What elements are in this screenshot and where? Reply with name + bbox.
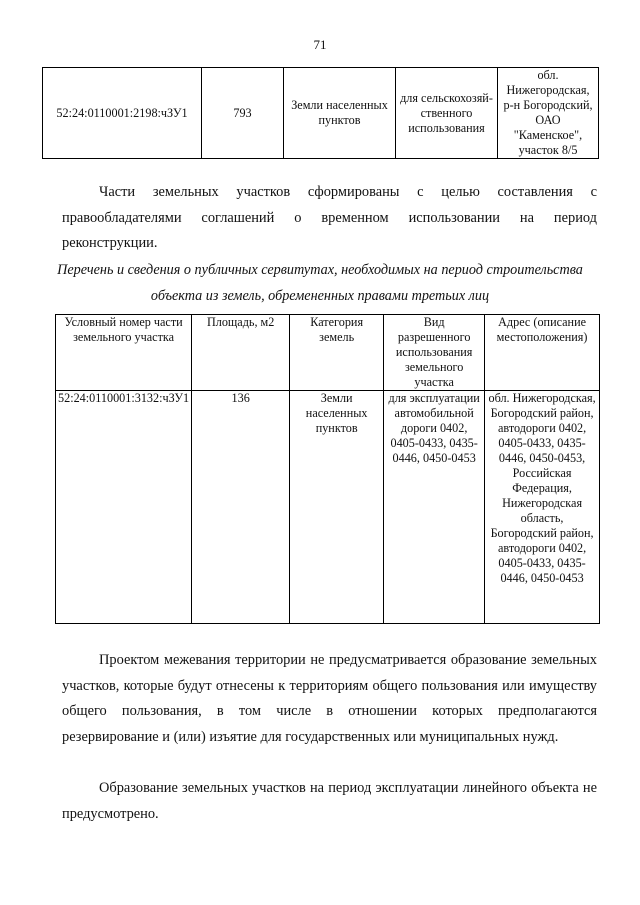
paragraph-purpose: Части земельных участков сформированы с целью составления с правообладателями соглашений о временном использовании на период реконструкции. <box>62 184 597 252</box>
cell-permitted-use: для эксплуатации автомобильной дороги 0402, 0405-0433, 0435-0446, 0450-0453 <box>384 391 485 624</box>
header-land-category: Категория земель <box>290 315 384 391</box>
cell-parcel-number: 52:24:0110001:3132:чЗУ1 <box>56 391 192 624</box>
cell-parcel-number: 52:24:0110001:2198:чЗУ1 <box>43 68 202 159</box>
header-area: Площадь, м2 <box>192 315 290 391</box>
table-header-row <box>56 315 600 391</box>
page-number: 71 <box>313 37 327 52</box>
cell-address: обл. Нижегородская, р-н Богородский, ОАО "Каменское", участок 8/5 <box>498 68 599 159</box>
header-address: Адрес (описание местоположения) <box>485 315 600 391</box>
table-row <box>56 391 600 624</box>
cell-land-category: Земли населенных пунктов <box>290 391 384 624</box>
paragraph-no-formation: Образование земельных участков на период эксплуатации линейного объекта не предусмотрено. <box>62 780 597 822</box>
header-permitted-use: Вид разрешенного использования земельного участка <box>384 315 485 391</box>
cell-area: 136 <box>192 391 290 624</box>
table-row <box>43 68 599 159</box>
cell-address: обл. Нижегородская, Богородский район, автодороги 0402, 0405-0433, 0435-0446, 0450-0453, Российская Федерация, Нижегородская область, Богородский район, автодороги 0402, 0405-0433, 0435-0446, 0450-0453 <box>485 391 600 624</box>
servitude-table <box>55 314 600 624</box>
cell-area: 793 <box>202 68 284 159</box>
table-caption: Перечень и сведения о публичных сервитутах, необходимых на период строительства объекта из земель, обремененных правами третьих лиц <box>57 262 583 304</box>
header-parcel-number: Условный номер части земельного участка <box>56 315 192 391</box>
cell-land-category: Земли населенных пунктов <box>284 68 396 159</box>
paragraph-no-public-land: Проектом межевания территории не предусматривается образование земельных участков, которые будут отнесены к территориям общего пользования или имуществу общего пользования, в том числе в отношении которых предполагаются резервирование и (или) изъятие для государственных или муниципальных нужд. <box>62 652 597 746</box>
parcel-table-top <box>42 67 599 159</box>
cell-permitted-use: для сельскохозяй-ственного использования <box>396 68 498 159</box>
